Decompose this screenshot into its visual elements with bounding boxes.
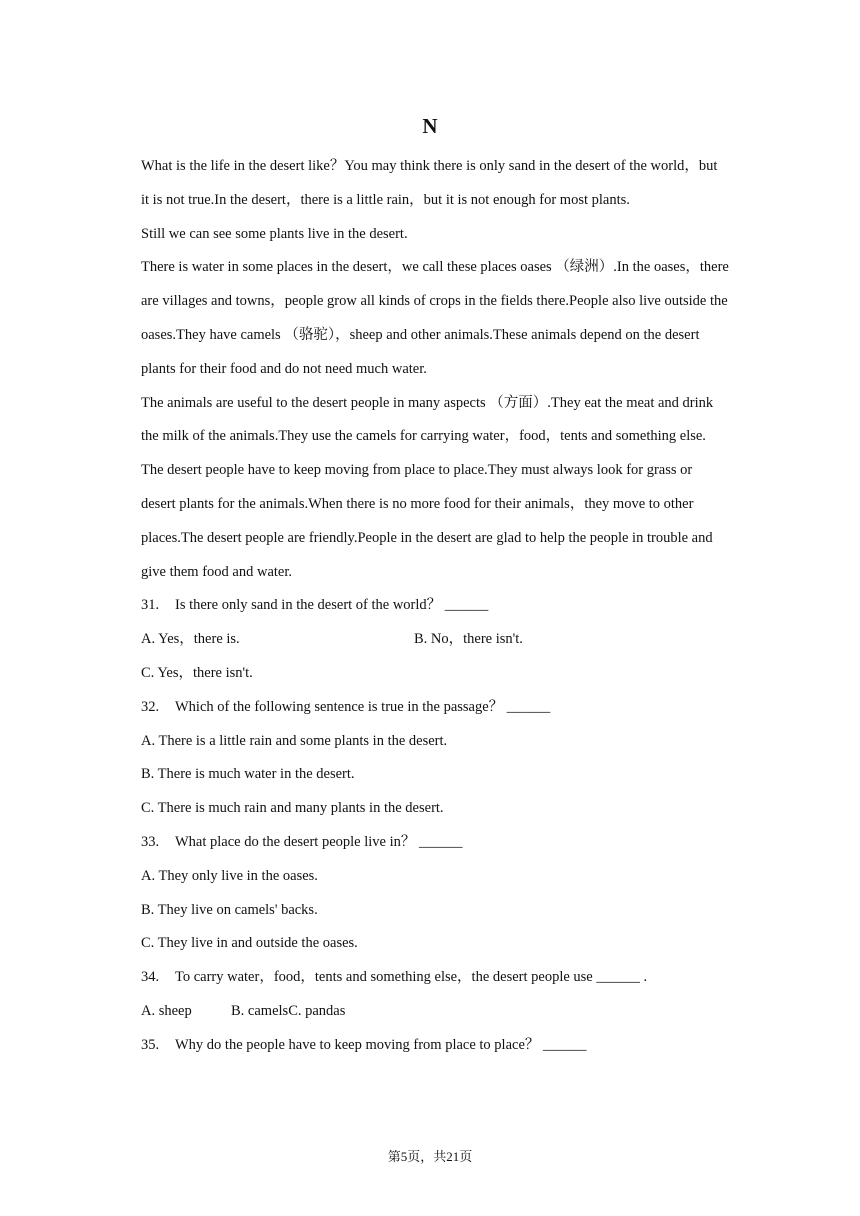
option-a: A. There is a little rain and some plants in the desert. bbox=[141, 732, 448, 749]
option-b: B. There is much water in the desert. bbox=[141, 766, 355, 783]
passage-line: are villages and towns，people grow all kinds of crops in the fields there.People also live outside the bbox=[141, 293, 728, 310]
question-35 bbox=[141, 1029, 756, 1063]
option-b: B. No，there isn't. bbox=[414, 631, 523, 648]
option-b: B. camels bbox=[231, 1002, 289, 1019]
option-a: A. Yes，there is. bbox=[141, 631, 240, 648]
question-number: 34. bbox=[141, 969, 160, 986]
passage-line: places.The desert people are friendly.People in the desert are glad to help the people in trouble and bbox=[141, 529, 713, 546]
question-number: 31. bbox=[141, 597, 160, 614]
question-text: What place do the desert people live in？ ______ bbox=[175, 833, 463, 850]
question-32 bbox=[141, 691, 756, 725]
option-a: A. sheep bbox=[141, 1002, 192, 1019]
question-33 bbox=[141, 826, 756, 860]
question-text: Which of the following sentence is true in the passage？ ______ bbox=[175, 698, 551, 715]
passage-line: it is not true.In the desert，there is a little rain，but it is not enough for most plants. bbox=[141, 191, 630, 208]
page-footer: 第5页，共21页 bbox=[387, 1149, 473, 1164]
option-c: C. They live in and outside the oases. bbox=[141, 935, 358, 952]
question-31 bbox=[141, 589, 756, 623]
passage-line: give them food and water. bbox=[141, 563, 292, 580]
passage-line: desert plants for the animals.When there is no more food for their animals，they move to other bbox=[141, 495, 694, 512]
passage-line: What is the life in the desert like？You may think there is only sand in the desert of the world，but bbox=[141, 158, 718, 174]
question-text: Why do the people have to keep moving from place to place？ ______ bbox=[175, 1036, 587, 1053]
question-34 bbox=[141, 961, 756, 995]
passage-line: The desert people have to keep moving from place to place.They must always look for grass or bbox=[141, 462, 693, 479]
passage-line: plants for their food and do not need much water. bbox=[141, 360, 427, 377]
option-b: B. They live on camels' backs. bbox=[141, 901, 318, 918]
reading-content bbox=[141, 150, 756, 1063]
passage-line: oases.They have camels （骆驼），sheep and other animals.These animals depend on the desert bbox=[141, 326, 700, 343]
passage-line: The animals are useful to the desert people in many aspects （方面）.They eat the meat and drink bbox=[141, 394, 714, 411]
question-number: 32. bbox=[141, 698, 160, 715]
passage-line: There is water in some places in the desert，we call these places oases （绿洲）.In the oases，there bbox=[141, 259, 729, 276]
question-number: 33. bbox=[141, 833, 160, 850]
option-a: A. They only live in the oases. bbox=[141, 867, 318, 884]
passage-line: the milk of the animals.They use the camels for carrying water，food，tents and something else. bbox=[141, 428, 706, 445]
option-c: C. Yes，there isn't. bbox=[141, 664, 253, 681]
question-text: To carry water，food，tents and something else，the desert people use ______ . bbox=[175, 969, 648, 986]
question-text: Is there only sand in the desert of the world？ ______ bbox=[175, 597, 489, 614]
options-row bbox=[141, 623, 756, 657]
option-c: C. pandas bbox=[288, 1002, 346, 1019]
option-c: C. There is much rain and many plants in the desert. bbox=[141, 800, 444, 817]
section-heading: N bbox=[422, 114, 438, 138]
passage-line: Still we can see some plants live in the desert. bbox=[141, 225, 408, 242]
options-row bbox=[141, 995, 756, 1029]
question-number: 35. bbox=[141, 1036, 160, 1053]
